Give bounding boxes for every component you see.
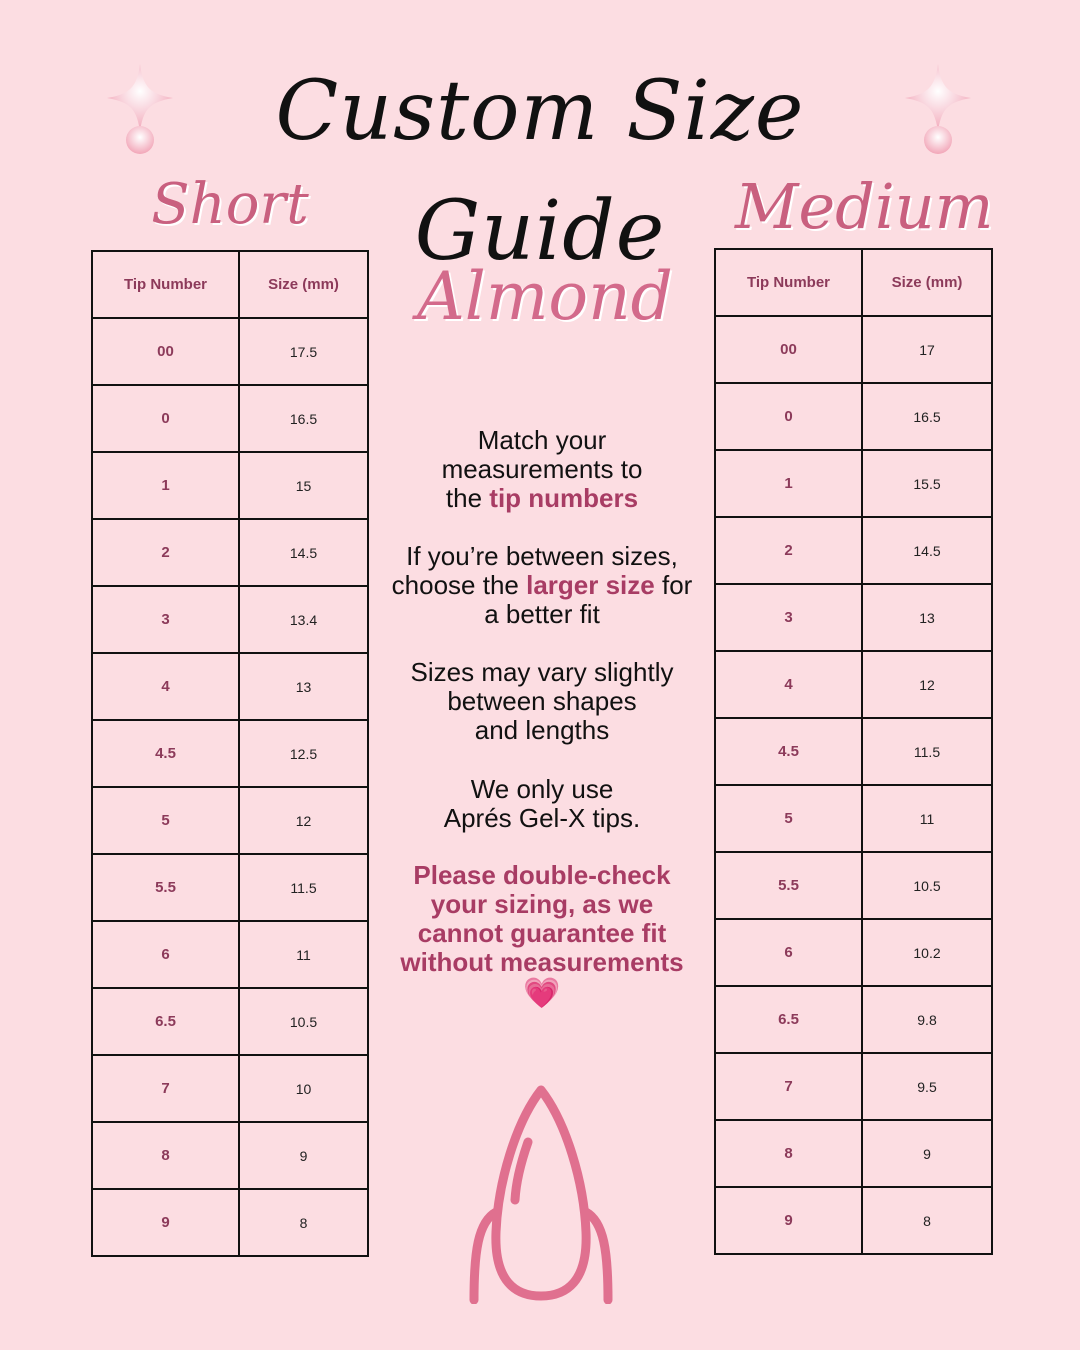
size-mm-cell: 11: [239, 921, 368, 988]
table-row: [92, 318, 368, 385]
size-mm-cell: 10.5: [239, 988, 368, 1055]
info-double-check-warning: [375, 861, 709, 1011]
table-row: [92, 988, 368, 1055]
size-mm-cell: 17: [862, 316, 992, 383]
short-heading: Short: [151, 172, 309, 237]
table-row: [715, 517, 992, 584]
table-row: [715, 1120, 992, 1187]
size-mm-cell: 11.5: [239, 854, 368, 921]
highlight-larger-size: larger size: [526, 570, 655, 600]
tip-number-cell: 4.5: [92, 720, 239, 787]
table-row: [715, 383, 992, 450]
almond-nail-icon: [466, 1082, 616, 1304]
tip-number-cell: 8: [715, 1120, 862, 1187]
table-row: [92, 854, 368, 921]
warning-text: your sizing, as we: [430, 889, 654, 919]
size-mm-cell: 14.5: [862, 517, 992, 584]
info-text: a better fit: [484, 599, 600, 629]
table-row: [92, 452, 368, 519]
size-mm-cell: 12: [862, 651, 992, 718]
size-mm-cell: 9.5: [862, 1053, 992, 1120]
sparkle-icon: [105, 62, 175, 157]
size-mm-cell: 15.5: [862, 450, 992, 517]
tip-number-cell: 9: [715, 1187, 862, 1254]
table-row: [92, 653, 368, 720]
tip-number-cell: 6: [715, 919, 862, 986]
size-mm-cell: 10.2: [862, 919, 992, 986]
tip-number-cell: 5: [92, 787, 239, 854]
info-text: We only use: [470, 774, 614, 804]
size-mm-cell: 15: [239, 452, 368, 519]
table-row: [715, 1187, 992, 1254]
table-row: [92, 921, 368, 988]
table-row: [92, 519, 368, 586]
table-row: [715, 316, 992, 383]
tip-number-cell: 5: [715, 785, 862, 852]
medium-heading: Medium: [735, 170, 994, 243]
table-row: [715, 651, 992, 718]
warning-text: Please double-check: [413, 860, 671, 890]
tip-number-cell: 4: [92, 653, 239, 720]
table-row: [715, 584, 992, 651]
table-row: [715, 852, 992, 919]
table-row: [715, 986, 992, 1053]
tip-number-cell: 0: [92, 385, 239, 452]
table-row: [715, 785, 992, 852]
info-text: for: [654, 570, 693, 600]
size-mm-cell: 9.8: [862, 986, 992, 1053]
info-text: the: [445, 483, 490, 513]
sparkle-icon: [903, 62, 973, 157]
size-mm-header: Size (mm): [239, 251, 368, 318]
size-mm-cell: 9: [239, 1122, 368, 1189]
table-row: [92, 1122, 368, 1189]
size-mm-header: Size (mm): [862, 249, 992, 316]
table-row: [715, 1053, 992, 1120]
table-row: [715, 919, 992, 986]
tip-number-cell: 5.5: [92, 854, 239, 921]
tip-number-cell: 6.5: [92, 988, 239, 1055]
size-mm-cell: 13.4: [239, 586, 368, 653]
info-sizes-vary: [375, 658, 709, 745]
size-mm-cell: 11: [862, 785, 992, 852]
size-mm-cell: 9: [862, 1120, 992, 1187]
size-mm-cell: 17.5: [239, 318, 368, 385]
size-mm-cell: 8: [239, 1189, 368, 1256]
size-mm-cell: 16.5: [239, 385, 368, 452]
size-mm-cell: 12.5: [239, 720, 368, 787]
table-row: [92, 787, 368, 854]
tip-number-cell: 7: [715, 1053, 862, 1120]
shape-heading: Almond: [417, 258, 673, 335]
warning-text: cannot guarantee fit: [417, 918, 667, 948]
info-text: Aprés Gel-X tips.: [443, 803, 641, 833]
tip-number-header: Tip Number: [715, 249, 862, 316]
table-header-row: [92, 251, 368, 318]
info-gel-x-tips: [375, 775, 709, 833]
info-text: Sizes may vary slightly: [410, 657, 674, 687]
tip-number-cell: 0: [715, 383, 862, 450]
warning-text: without measurements: [400, 947, 684, 977]
page-title: Custom Size Guide: [275, 64, 805, 279]
tip-number-cell: 4: [715, 651, 862, 718]
tip-number-cell: 4.5: [715, 718, 862, 785]
info-match-measurements: [375, 426, 709, 513]
table-row: [92, 720, 368, 787]
tip-number-cell: 8: [92, 1122, 239, 1189]
tip-number-cell: 2: [92, 519, 239, 586]
tip-number-cell: 9: [92, 1189, 239, 1256]
tip-number-cell: 1: [715, 450, 862, 517]
tip-number-cell: 3: [715, 584, 862, 651]
tip-number-cell: 7: [92, 1055, 239, 1122]
info-between-sizes: [375, 542, 709, 629]
tip-number-cell: 3: [92, 586, 239, 653]
info-text: Match your: [477, 425, 607, 455]
table-header-row: [715, 249, 992, 316]
table-row: [92, 385, 368, 452]
tip-number-cell: 6.5: [715, 986, 862, 1053]
table-row: [715, 450, 992, 517]
tip-number-cell: 1: [92, 452, 239, 519]
size-mm-cell: 16.5: [862, 383, 992, 450]
tip-number-cell: 00: [715, 316, 862, 383]
tip-number-cell: 6: [92, 921, 239, 988]
size-mm-cell: 14.5: [239, 519, 368, 586]
info-text: choose the: [391, 570, 527, 600]
table-row: [92, 1055, 368, 1122]
size-mm-cell: 12: [239, 787, 368, 854]
info-text: measurements to: [441, 454, 643, 484]
size-mm-cell: 13: [862, 584, 992, 651]
tip-number-cell: 2: [715, 517, 862, 584]
tip-number-header: Tip Number: [92, 251, 239, 318]
info-text: between shapes: [447, 686, 637, 716]
table-row: [715, 718, 992, 785]
info-text: If you’re between sizes,: [406, 541, 678, 571]
info-text: and lengths: [474, 715, 610, 745]
tip-number-cell: 5.5: [715, 852, 862, 919]
heart-icon: 💗: [523, 977, 561, 1010]
short-size-table: [91, 250, 369, 1257]
size-mm-cell: 11.5: [862, 718, 992, 785]
table-row: [92, 1189, 368, 1256]
size-mm-cell: 10: [239, 1055, 368, 1122]
tip-number-cell: 00: [92, 318, 239, 385]
table-row: [92, 586, 368, 653]
size-mm-cell: 10.5: [862, 852, 992, 919]
highlight-tip-numbers: tip numbers: [489, 483, 639, 513]
medium-size-table: [714, 248, 993, 1255]
size-mm-cell: 8: [862, 1187, 992, 1254]
size-mm-cell: 13: [239, 653, 368, 720]
